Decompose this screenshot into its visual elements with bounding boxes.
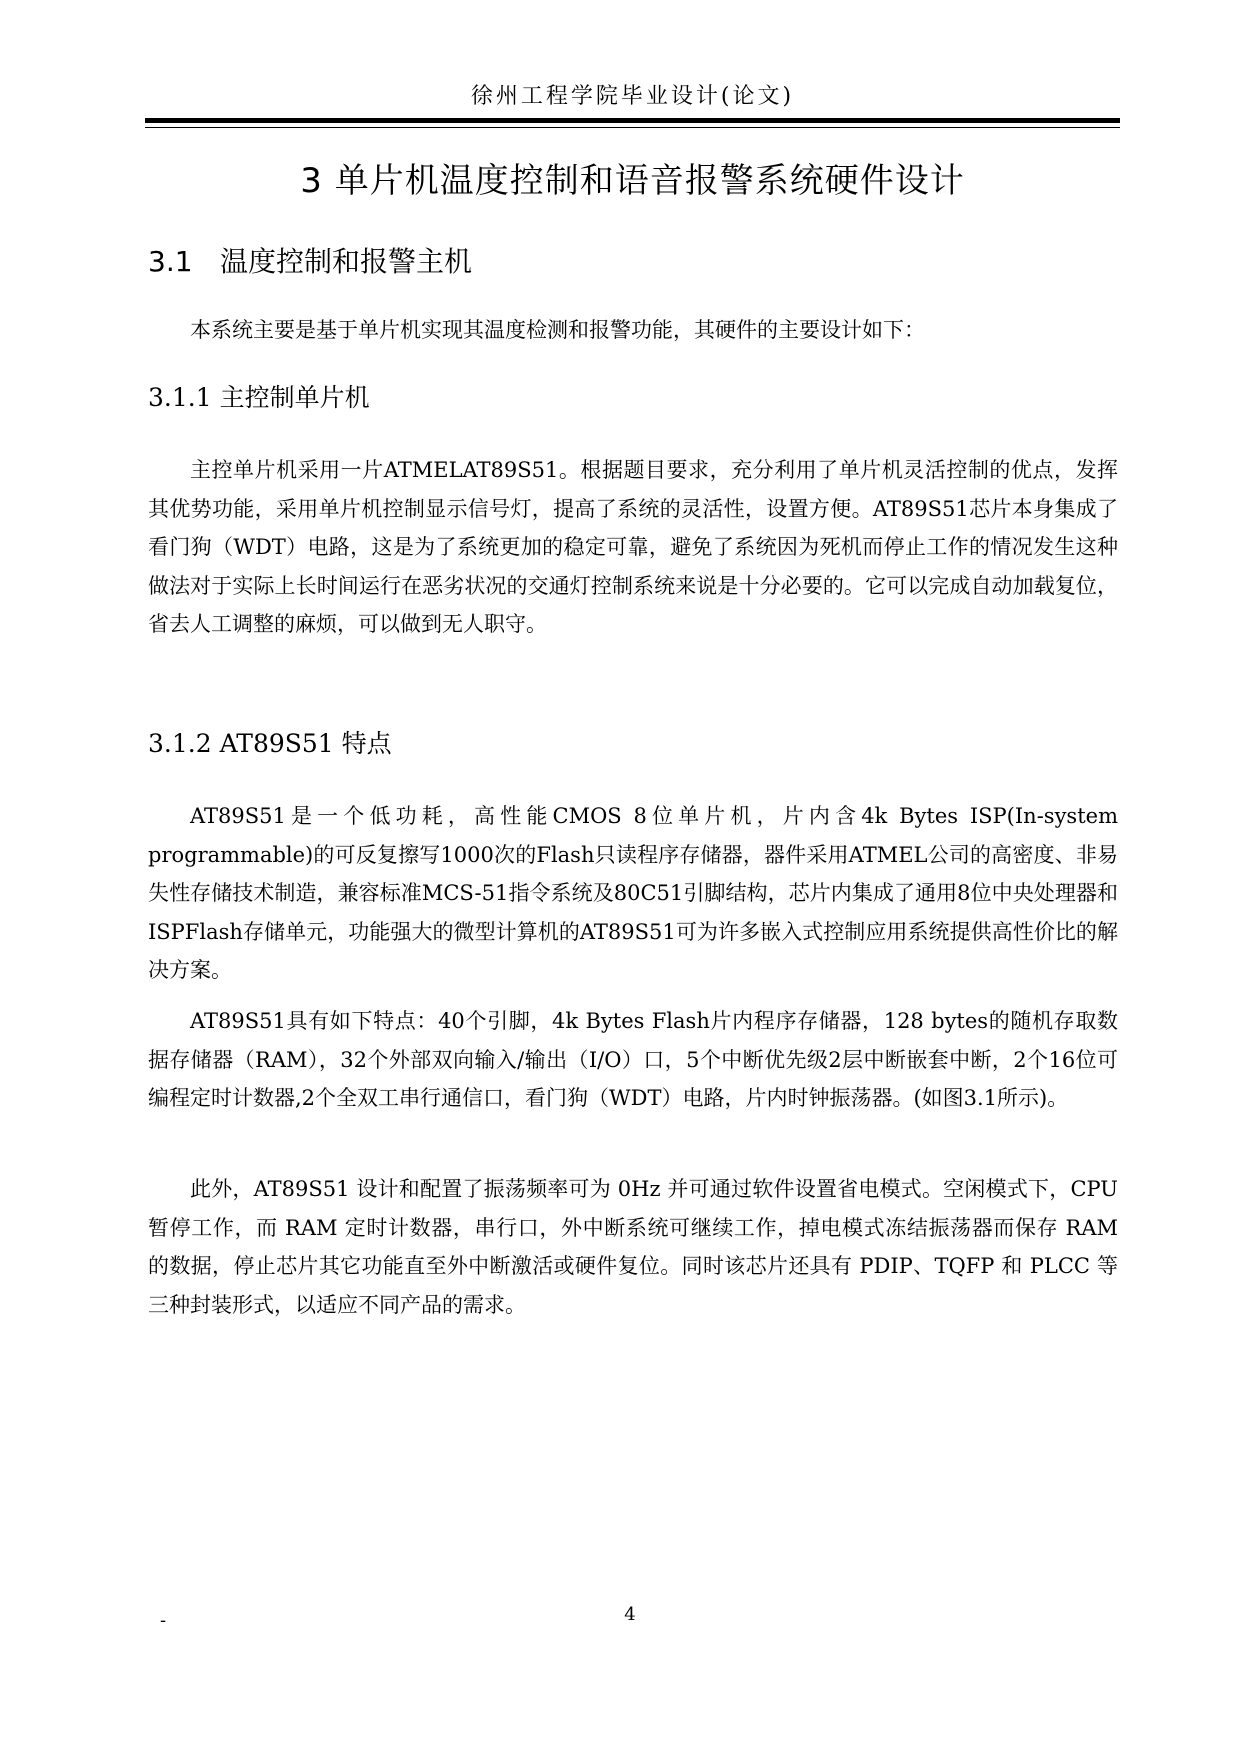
chapter-title: 3 单片机温度控制和语音报警系统硬件设计 [300, 161, 965, 201]
subsection-heading [148, 380, 370, 416]
subsection-number: 3.1.1 [148, 383, 212, 412]
body-paragraph: AT89S51是一个低功耗，高性能CMOS 8位单片机，片内含4k Bytes ISP(In-system programmable)的可反复擦写1000次的Flash只读程序存储器，器件采用ATMEL公司的高密度、非易失性存储技术制造，兼容标准MCS-51指令系统及80C51引脚结构，芯片内集成了通用8位中央处理器和ISPFlash存储单元，功能强大的微型计算机的AT89S51可为许多嵌入式控制应用系统提供高性价比的解决方案。 [148, 804, 1118, 982]
page-number: 4 [624, 1604, 636, 1625]
section-heading [148, 242, 472, 282]
running-header: 徐州工程学院毕业设计(论文) [470, 84, 795, 109]
subsection-heading [148, 726, 392, 762]
header-rule-thick [145, 118, 1120, 123]
footer-mark: - [160, 1610, 167, 1631]
body-paragraph: 主控单片机采用一片ATMELAT89S51。根据题目要求，充分利用了单片机灵活控制的优点，发挥其优势功能，采用单片机控制显示信号灯，提高了系统的灵活性，设置方便。AT89S51芯片本身集成了看门狗（WDT）电路，这是为了系统更加的稳定可靠，避免了系统因为死机而停止工作的情况发生这种做法对于实际上长时间运行在恶劣状况的交通灯控制系统来说是十分必要的。它可以完成自动加载复位，省去人工调整的麻烦，可以做到无人职守。 [148, 458, 1118, 636]
subsection-number: 3.1.2 [148, 729, 212, 758]
body-paragraph: 此外，AT89S51 设计和配置了振荡频率可为 0Hz 并可通过软件设置省电模式。空闲模式下，CPU 暂停工作，而 RAM 定时计数器，串行口，外中断系统可继续工作，掉电模式冻结振荡器而保存 RAM 的数据，停止芯片其它功能直至外中断激活或硬件复位。同时该芯片还具有 PDIP、TQFP 和 PLCC 等三种封装形式，以适应不同产品的需求。 [148, 1177, 1118, 1317]
intro-paragraph: 本系统主要是基于单片机实现其温度检测和报警功能，其硬件的主要设计如下： [190, 318, 925, 342]
section-number: 3.1 [148, 245, 193, 278]
body-paragraph: AT89S51具有如下特点：40个引脚，4k Bytes Flash片内程序存储器，128 bytes的随机存取数据存储器（RAM），32个外部双向输入/输出（I/O）口，5个中断优先级2层中断嵌套中断，2个16位可编程定时计数器,2个全双工串行通信口，看门狗（WDT）电路，片内时钟振荡器。(如图3.1所示)。 [148, 1009, 1118, 1110]
subsection-title-text: AT89S51 特点 [219, 729, 392, 758]
header-rule-thin [145, 127, 1120, 128]
subsection-title-text: 主控制单片机 [219, 383, 370, 412]
section-title-text: 温度控制和报警主机 [220, 245, 473, 278]
